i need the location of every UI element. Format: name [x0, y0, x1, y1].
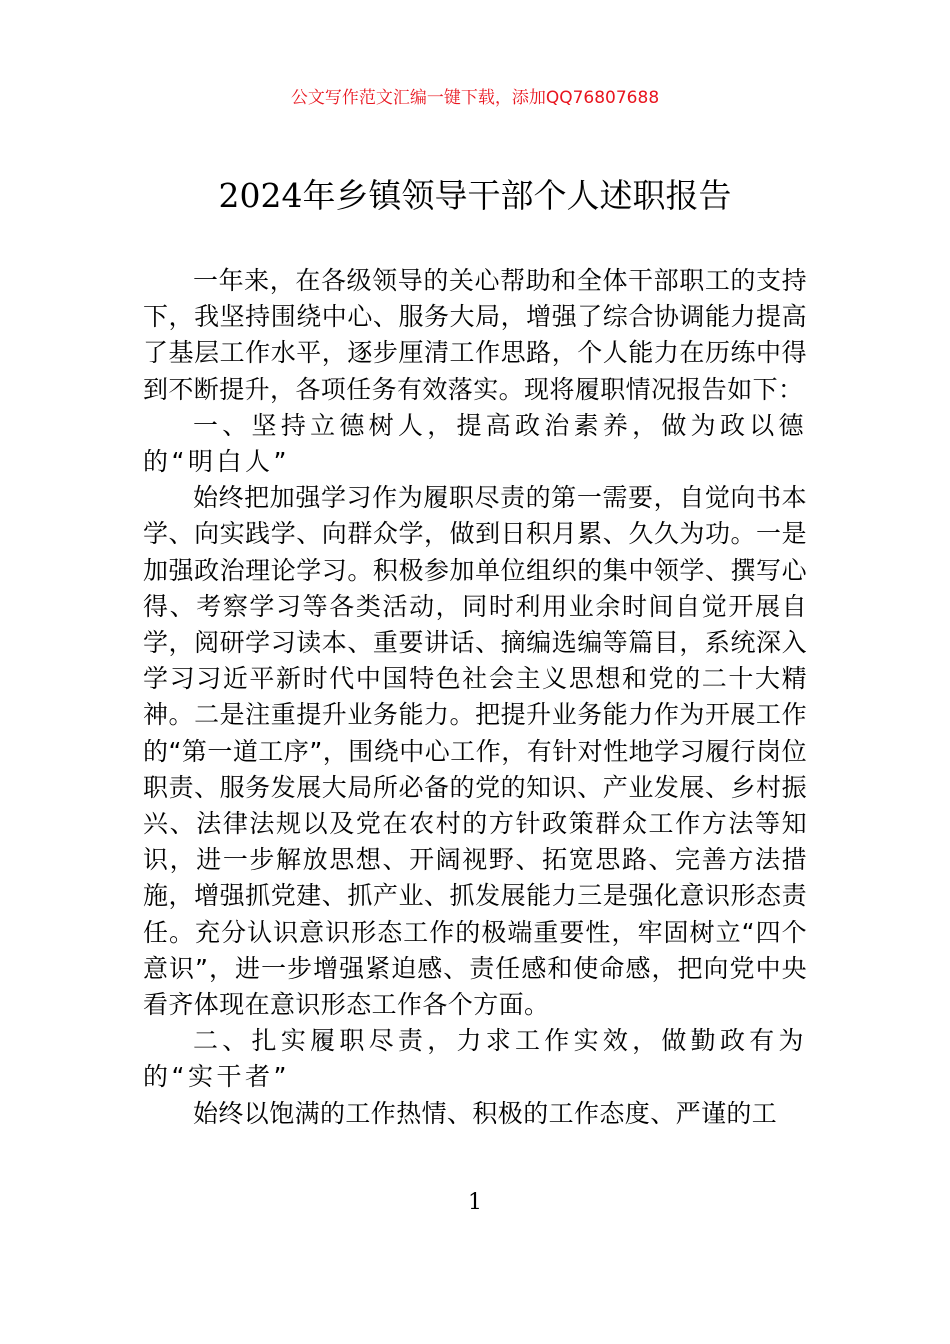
section-1-paragraph: 始终把加强学习作为履职尽责的第一需要，自觉向书本学、向实践学、向群众学，做到日积月累、久久为功。一是加强政治理论学习。积极参加单位组织的集中领学、撰写心得、考察学习等各类活动，同时利用业余时间自觉开展自学，阅研学习读本、重要讲话、摘编选编等篇目，系统深入学习习近平新时代中国特色社会主义思想和党的二十大精神。二是注重提升业务能力。把提升业务能力作为开展工作的“第一道工序”，围绕中心工作，有针对性地学习履行岗位职责、服务发展大局所必备的党的知识、产业发展、乡村振兴、法律法规以及党在农村的方针政策群众工作方法等知识，进一步解放思想、开阔视野、拓宽思路、完善方法措施，增强抓党建、抓产业、抓发展能力三是强化意识形态责任。充分认识意识形态工作的极端重要性，牢固树立“四个意识”，进一步增强紧迫感、责任感和使命感，把向党中央看齐体现在意识形态工作各个方面。	[143, 483, 807, 1020]
section-heading-2: 二、扎实履职尽责，力求工作实效，做勤政有为的“实干者”	[143, 1026, 807, 1092]
section-heading-1: 一、坚持立德树人，提高政治素养，做为政以德的“明白人”	[143, 410, 807, 477]
page-number: 1	[468, 1190, 482, 1215]
document-title: 2024年乡镇领导干部个人述职报告	[218, 176, 732, 215]
section-2-paragraph: 始终以饱满的工作热情、积极的工作态度、严谨的工	[193, 1098, 778, 1128]
document-body	[143, 263, 807, 1132]
download-notice: 公文写作范文汇编一键下载，添加QQ76807688	[290, 88, 660, 108]
intro-paragraph: 一年来，在各级领导的关心帮助和全体干部职工的支持下，我坚持围绕中心、服务大局，增强了综合协调能力提高了基层工作水平，逐步厘清工作思路，个人能力在历练中得到不断提升，各项任务有效落实。现将履职情况报告如下：	[143, 266, 807, 404]
